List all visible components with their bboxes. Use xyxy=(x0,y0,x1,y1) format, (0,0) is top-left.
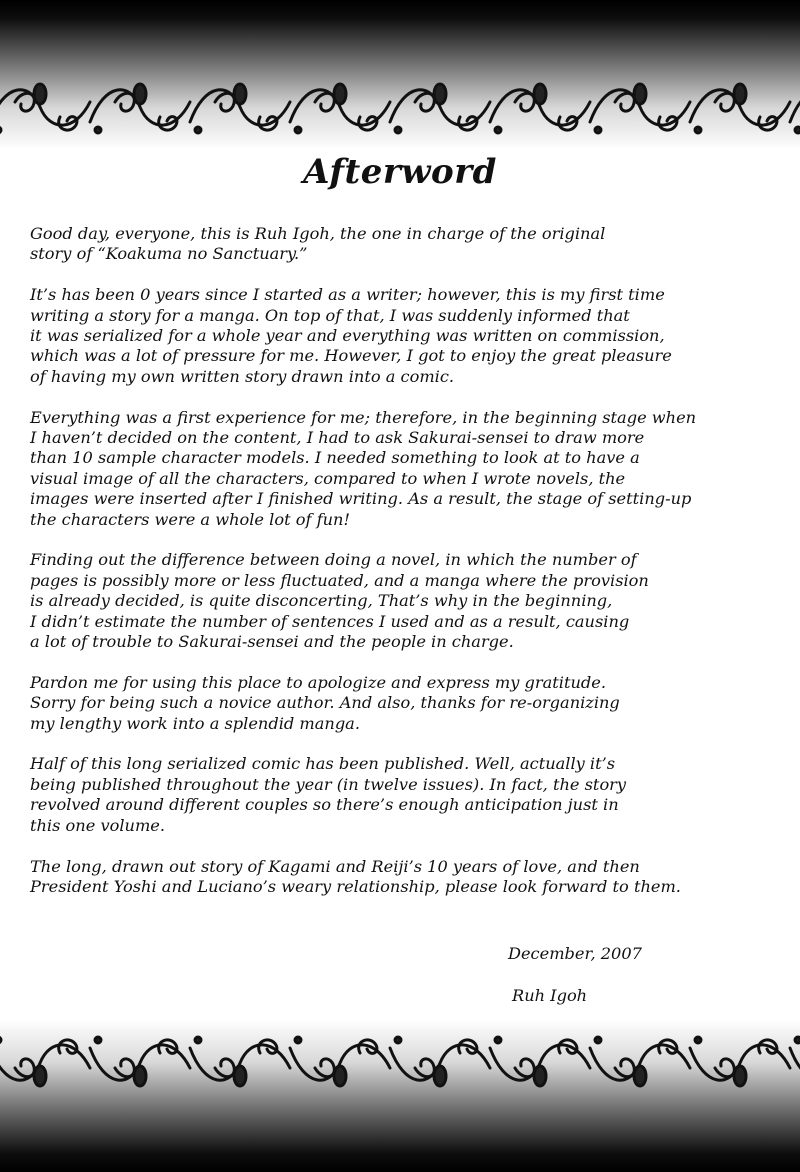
text-line: I haven’t decided on the content, I had to ask Sakurai-sensei to draw more xyxy=(30,428,645,448)
vine-bead xyxy=(495,1037,501,1043)
text-line: of having my own written story drawn into a comic. xyxy=(30,366,455,386)
text-line: writing a story for a manga. On top of that, I was suddenly informed that xyxy=(30,305,630,325)
text-line: my lengthy work into a splendid manga. xyxy=(30,713,360,733)
vine-curl xyxy=(415,93,434,111)
signoff-date: December, 2007 xyxy=(508,944,642,963)
vine-leaf xyxy=(234,1066,246,1086)
vine-leaf xyxy=(34,84,46,104)
vine-bead xyxy=(595,1037,601,1043)
vine-curl xyxy=(15,1059,34,1077)
text-line: it was serialized for a whole year and everything was written on commission, xyxy=(30,326,665,346)
vine-curl xyxy=(415,1059,434,1077)
page-title: Afterword xyxy=(303,152,497,192)
vine-bead xyxy=(495,127,501,133)
text-line: I didn’t estimate the number of sentences I used and as a result, causing xyxy=(30,611,630,631)
signoff-author: Ruh Igoh xyxy=(512,986,588,1005)
vine-curl xyxy=(115,1059,134,1077)
paragraph xyxy=(30,408,790,530)
vine-bead xyxy=(795,127,800,133)
vine-leaf xyxy=(434,84,446,104)
vine-leaf xyxy=(534,84,546,104)
text-line: The long, drawn out story of Kagami and Reiji’s 10 years of love, and then xyxy=(30,856,640,876)
vine-curl xyxy=(615,93,634,111)
top-vine-border xyxy=(0,72,800,140)
vine-bead xyxy=(295,1037,301,1043)
vine-curl xyxy=(115,93,134,111)
vine-bead xyxy=(95,1037,101,1043)
text-line: Finding out the difference between doing a novel, in which the number of xyxy=(30,550,637,570)
paragraph xyxy=(30,285,790,387)
vine-leaf xyxy=(434,1066,446,1086)
vine-bead xyxy=(0,1037,1,1043)
text-line: story of “Koakuma no Sanctuary.” xyxy=(30,244,308,264)
paragraph xyxy=(30,754,790,836)
paragraph xyxy=(30,550,790,652)
vine-bead xyxy=(195,127,201,133)
text-line: Pardon me for using this place to apologize and express my gratitude. xyxy=(30,672,607,692)
vine-leaf xyxy=(734,84,746,104)
vine-curl xyxy=(15,93,34,111)
vine-leaf xyxy=(334,84,346,104)
vine-bead xyxy=(595,127,601,133)
vine-bead xyxy=(295,127,301,133)
vine-curl xyxy=(315,1059,334,1077)
vine-bead xyxy=(695,127,701,133)
vine-bead xyxy=(95,127,101,133)
vine-leaf xyxy=(734,1066,746,1086)
text-line: than 10 sample character models. I needed something to look at to have a xyxy=(30,448,640,468)
text-line: Sorry for being such a novice author. And also, thanks for re-organizing xyxy=(30,693,620,713)
vine-curl xyxy=(715,93,734,111)
paragraph xyxy=(30,673,790,734)
text-line: images were inserted after I finished writing. As a result, the stage of setting-up xyxy=(30,489,692,509)
text-line: revolved around different couples so there’s enough anticipation just in xyxy=(30,795,619,815)
vine-leaf xyxy=(634,84,646,104)
vine-curl xyxy=(515,1059,534,1077)
vine-leaf xyxy=(34,1066,46,1086)
vine-curl xyxy=(715,1059,734,1077)
paragraph xyxy=(30,857,790,898)
text-line: It’s has been 0 years since I started as a writer; however, this is my first time xyxy=(30,285,665,305)
vine-leaf xyxy=(134,84,146,104)
text-line: Good day, everyone, this is Ruh Igoh, the one in charge of the original xyxy=(30,224,606,243)
text-line: is already decided, is quite disconcerting, That’s why in the beginning, xyxy=(30,591,613,611)
vine-leaf xyxy=(234,84,246,104)
vine-curl xyxy=(515,93,534,111)
vine-leaf xyxy=(634,1066,646,1086)
vine-curl xyxy=(215,1059,234,1077)
text-line: which was a lot of pressure for me. However, I got to enjoy the great pleasure xyxy=(30,346,672,366)
text-line: the characters were a whole lot of fun! xyxy=(30,509,350,529)
vine-curl xyxy=(315,93,334,111)
bottom-vine-border xyxy=(0,1030,800,1098)
text-line: a lot of trouble to Sakurai-sensei and the people in charge. xyxy=(30,632,514,652)
vine-leaf xyxy=(134,1066,146,1086)
text-line: being published throughout the year (in twelve issues). In fact, the story xyxy=(30,774,627,794)
text-line: visual image of all the characters, compared to when I wrote novels, the xyxy=(30,468,626,488)
afterword-body xyxy=(30,224,790,918)
vine-curl xyxy=(215,93,234,111)
vine-stroke xyxy=(790,1045,800,1080)
text-line: Everything was a first experience for me; therefore, in the beginning stage when xyxy=(30,407,697,427)
text-line: Half of this long serialized comic has been published. Well, actually it’s xyxy=(30,754,616,774)
vine-bead xyxy=(795,1037,800,1043)
text-line: pages is possibly more or less fluctuated, and a manga where the provision xyxy=(30,570,649,590)
vine-bead xyxy=(695,1037,701,1043)
vine-bead xyxy=(395,127,401,133)
text-line: this one volume. xyxy=(30,815,166,835)
vine-leaf xyxy=(334,1066,346,1086)
vine-stroke xyxy=(790,90,800,125)
vine-bead xyxy=(0,127,1,133)
vine-bead xyxy=(195,1037,201,1043)
vine-leaf xyxy=(534,1066,546,1086)
vine-bead xyxy=(395,1037,401,1043)
text-line: President Yoshi and Luciano’s weary relationship, please look forward to them. xyxy=(30,876,681,896)
vine-curl xyxy=(615,1059,634,1077)
paragraph xyxy=(30,224,790,265)
